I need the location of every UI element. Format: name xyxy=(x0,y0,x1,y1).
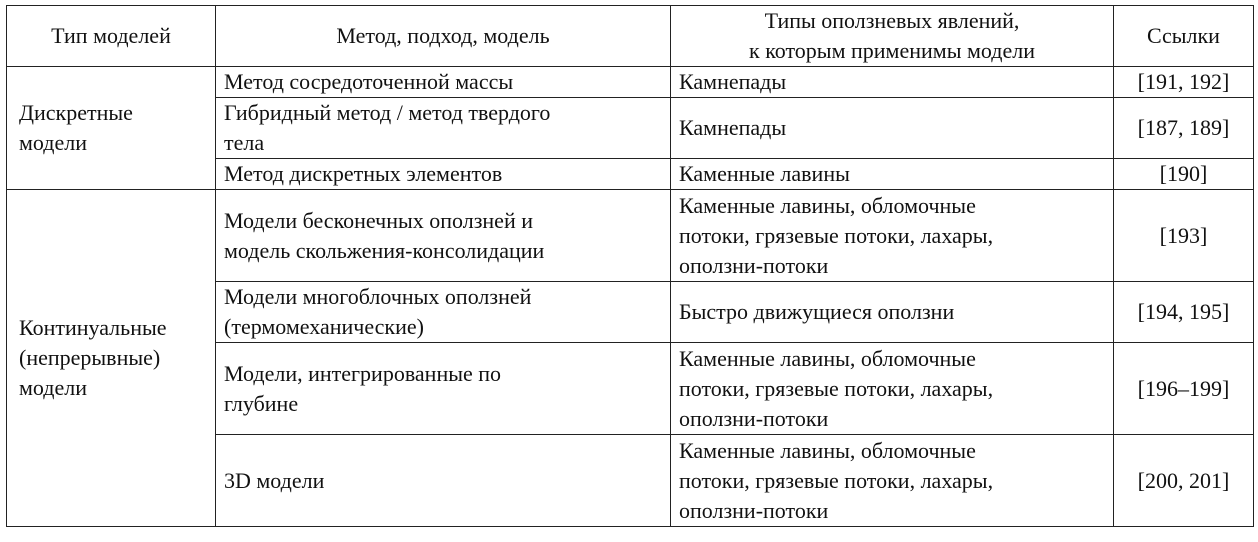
method-cell: Модели, интегрированные по глубине xyxy=(216,343,671,435)
phenomena-cell: Камнепады xyxy=(671,98,1114,159)
phenomena-cell: Каменные лавины xyxy=(671,159,1114,190)
model-type-cell: Континуальные (непрерывные) модели xyxy=(7,190,216,527)
table-row xyxy=(7,190,1254,282)
method-cell: Модели бесконечных оползней и модель скольжения-консолидации xyxy=(216,190,671,282)
header-references: Ссылки xyxy=(1114,6,1254,67)
header-model-type: Тип моделей xyxy=(7,6,216,67)
phenomena-cell: Быстро движущиеся оползни xyxy=(671,282,1114,343)
model-type-cell: Дискретные модели xyxy=(7,67,216,190)
phenomena-cell: Каменные лавины, обломочные потоки, грязевые потоки, лахары, оползни-потоки xyxy=(671,190,1114,282)
references-cell: [193] xyxy=(1114,190,1254,282)
phenomena-cell: Каменные лавины, обломочные потоки, грязевые потоки, лахары, оползни-потоки xyxy=(671,435,1114,527)
phenomena-cell: Камнепады xyxy=(671,67,1114,98)
references-cell: [190] xyxy=(1114,159,1254,190)
header-phenomena: Типы оползневых явлений, к которым применимы модели xyxy=(671,6,1114,67)
landslide-models-table xyxy=(6,5,1254,527)
table-row xyxy=(7,67,1254,98)
method-cell: Метод дискретных элементов xyxy=(216,159,671,190)
method-cell: 3D модели xyxy=(216,435,671,527)
header-row xyxy=(7,6,1254,67)
method-cell: Метод сосредоточенной массы xyxy=(216,67,671,98)
phenomena-cell: Каменные лавины, обломочные потоки, грязевые потоки, лахары, оползни-потоки xyxy=(671,343,1114,435)
references-cell: [194, 195] xyxy=(1114,282,1254,343)
method-cell: Гибридный метод / метод твердого тела xyxy=(216,98,671,159)
references-cell: [187, 189] xyxy=(1114,98,1254,159)
references-cell: [191, 192] xyxy=(1114,67,1254,98)
method-cell: Модели многоблочных оползней (термомеханические) xyxy=(216,282,671,343)
references-cell: [196–199] xyxy=(1114,343,1254,435)
header-method: Метод, подход, модель xyxy=(216,6,671,67)
references-cell: [200, 201] xyxy=(1114,435,1254,527)
